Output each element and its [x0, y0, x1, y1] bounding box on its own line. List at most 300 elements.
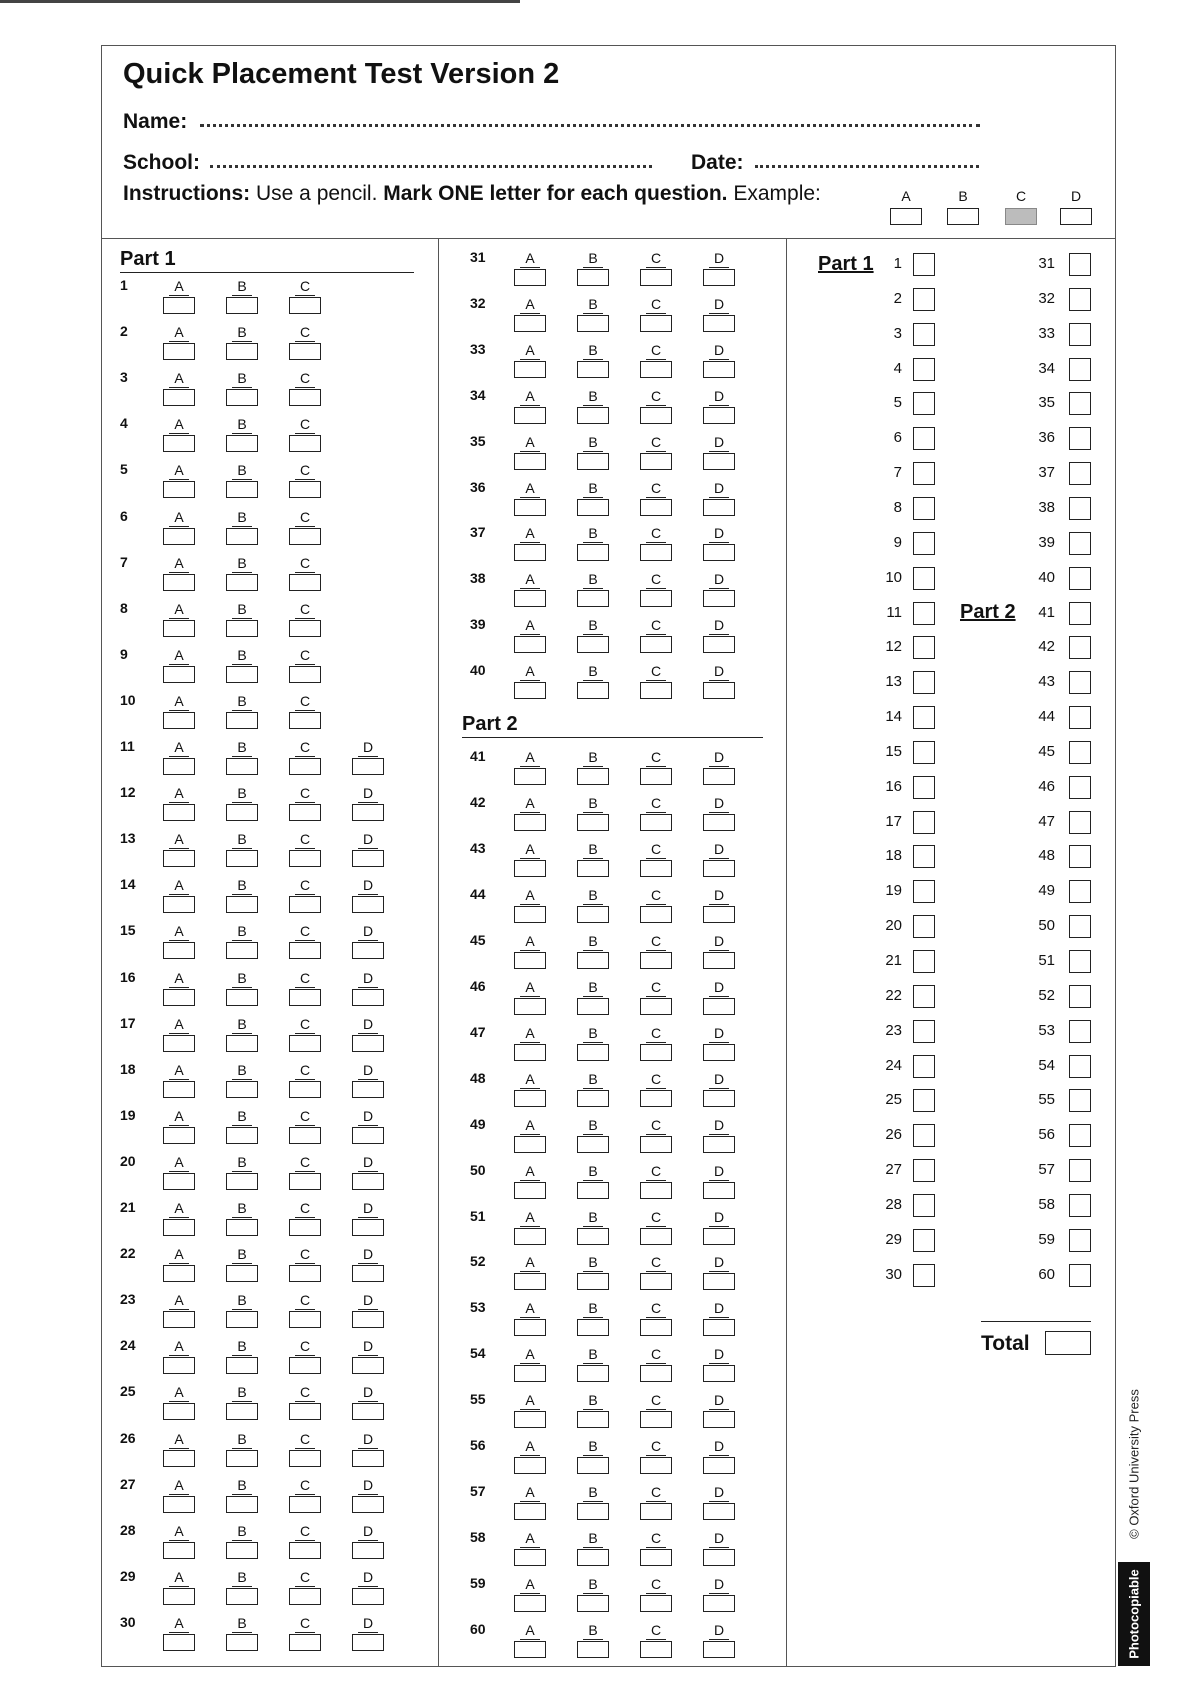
q31-box-a[interactable]: [514, 269, 546, 286]
q11-box-d[interactable]: [352, 758, 384, 775]
q17-box-c[interactable]: [289, 1035, 321, 1052]
q5-box-c[interactable]: [289, 481, 321, 498]
q50-box-c[interactable]: [640, 1182, 672, 1199]
q58-box-a[interactable]: [514, 1549, 546, 1566]
q34-box-b[interactable]: [577, 407, 609, 424]
q45-box-a[interactable]: [514, 952, 546, 969]
q21-box-d[interactable]: [352, 1219, 384, 1236]
q10-box-b[interactable]: [226, 712, 258, 729]
q40-box-b[interactable]: [577, 682, 609, 699]
q7-box-c[interactable]: [289, 574, 321, 591]
score-box-34[interactable]: [1069, 358, 1091, 381]
score-box-51[interactable]: [1069, 950, 1091, 973]
q42-box-d[interactable]: [703, 814, 735, 831]
q16-box-b[interactable]: [226, 989, 258, 1006]
q53-box-a[interactable]: [514, 1319, 546, 1336]
q46-box-a[interactable]: [514, 998, 546, 1015]
q54-box-b[interactable]: [577, 1365, 609, 1382]
q17-box-d[interactable]: [352, 1035, 384, 1052]
q36-box-d[interactable]: [703, 499, 735, 516]
score-box-58[interactable]: [1069, 1194, 1091, 1217]
q37-box-b[interactable]: [577, 544, 609, 561]
q47-box-c[interactable]: [640, 1044, 672, 1061]
q1-box-b[interactable]: [226, 297, 258, 314]
q17-box-a[interactable]: [163, 1035, 195, 1052]
q2-box-c[interactable]: [289, 343, 321, 360]
name-field[interactable]: [200, 124, 980, 127]
q33-box-b[interactable]: [577, 361, 609, 378]
q30-box-c[interactable]: [289, 1634, 321, 1651]
q43-box-b[interactable]: [577, 860, 609, 877]
q38-box-b[interactable]: [577, 590, 609, 607]
q22-box-c[interactable]: [289, 1265, 321, 1282]
q20-box-c[interactable]: [289, 1173, 321, 1190]
q30-box-a[interactable]: [163, 1634, 195, 1651]
score-box-29[interactable]: [913, 1229, 935, 1252]
q20-box-b[interactable]: [226, 1173, 258, 1190]
q23-box-c[interactable]: [289, 1311, 321, 1328]
q27-box-a[interactable]: [163, 1496, 195, 1513]
q60-box-a[interactable]: [514, 1641, 546, 1658]
q56-box-b[interactable]: [577, 1457, 609, 1474]
q58-box-c[interactable]: [640, 1549, 672, 1566]
score-box-26[interactable]: [913, 1124, 935, 1147]
q60-box-c[interactable]: [640, 1641, 672, 1658]
q58-box-b[interactable]: [577, 1549, 609, 1566]
q53-box-b[interactable]: [577, 1319, 609, 1336]
q57-box-a[interactable]: [514, 1503, 546, 1520]
q59-box-b[interactable]: [577, 1595, 609, 1612]
q57-box-b[interactable]: [577, 1503, 609, 1520]
q35-box-d[interactable]: [703, 453, 735, 470]
q18-box-c[interactable]: [289, 1081, 321, 1098]
q6-box-a[interactable]: [163, 528, 195, 545]
q48-box-a[interactable]: [514, 1090, 546, 1107]
q60-box-b[interactable]: [577, 1641, 609, 1658]
score-box-11[interactable]: [913, 602, 935, 625]
q12-box-b[interactable]: [226, 804, 258, 821]
score-box-53[interactable]: [1069, 1020, 1091, 1043]
q19-box-c[interactable]: [289, 1127, 321, 1144]
q13-box-c[interactable]: [289, 850, 321, 867]
score-box-31[interactable]: [1069, 253, 1091, 276]
q1-box-a[interactable]: [163, 297, 195, 314]
q40-box-c[interactable]: [640, 682, 672, 699]
q41-box-c[interactable]: [640, 768, 672, 785]
q24-box-b[interactable]: [226, 1357, 258, 1374]
q54-box-a[interactable]: [514, 1365, 546, 1382]
q41-underline-d: [709, 766, 729, 767]
q56-box-d[interactable]: [703, 1457, 735, 1474]
question-number-55: 55: [470, 1391, 486, 1408]
score-box-55[interactable]: [1069, 1089, 1091, 1112]
q14-box-b[interactable]: [226, 896, 258, 913]
q15-box-c[interactable]: [289, 942, 321, 959]
q12-box-d[interactable]: [352, 804, 384, 821]
q7-box-b[interactable]: [226, 574, 258, 591]
q27-box-b[interactable]: [226, 1496, 258, 1513]
q29-box-d[interactable]: [352, 1588, 384, 1605]
q19-box-d[interactable]: [352, 1127, 384, 1144]
q16-box-c[interactable]: [289, 989, 321, 1006]
score-box-19[interactable]: [913, 880, 935, 903]
score-box-22[interactable]: [913, 985, 935, 1008]
q52-box-c[interactable]: [640, 1273, 672, 1290]
score-box-41[interactable]: [1069, 602, 1091, 625]
score-box-43[interactable]: [1069, 671, 1091, 694]
q23-box-d[interactable]: [352, 1311, 384, 1328]
q32-box-a[interactable]: [514, 315, 546, 332]
q41-box-b[interactable]: [577, 768, 609, 785]
q29-box-a[interactable]: [163, 1588, 195, 1605]
score-box-49[interactable]: [1069, 880, 1091, 903]
q47-box-d[interactable]: [703, 1044, 735, 1061]
q26-box-a[interactable]: [163, 1450, 195, 1467]
score-box-46[interactable]: [1069, 776, 1091, 799]
q6-box-c[interactable]: [289, 528, 321, 545]
q37-box-c[interactable]: [640, 544, 672, 561]
q3-box-b[interactable]: [226, 389, 258, 406]
q45-box-d[interactable]: [703, 952, 735, 969]
q26-letter-d: D: [362, 1430, 374, 1447]
q36-box-c[interactable]: [640, 499, 672, 516]
q17-box-b[interactable]: [226, 1035, 258, 1052]
date-field[interactable]: [755, 165, 979, 168]
q2-box-a[interactable]: [163, 343, 195, 360]
score-box-37[interactable]: [1069, 462, 1091, 485]
score-box-17[interactable]: [913, 811, 935, 834]
q49-box-c[interactable]: [640, 1136, 672, 1153]
score-box-15[interactable]: [913, 741, 935, 764]
q34-box-c[interactable]: [640, 407, 672, 424]
score-box-52[interactable]: [1069, 985, 1091, 1008]
q9-box-a[interactable]: [163, 666, 195, 683]
q32-box-b[interactable]: [577, 315, 609, 332]
score-box-56[interactable]: [1069, 1124, 1091, 1147]
q25-box-a[interactable]: [163, 1403, 195, 1420]
q4-box-a[interactable]: [163, 435, 195, 452]
q6-box-b[interactable]: [226, 528, 258, 545]
q26-box-b[interactable]: [226, 1450, 258, 1467]
q28-box-b[interactable]: [226, 1542, 258, 1559]
q53-box-c[interactable]: [640, 1319, 672, 1336]
q46-box-c[interactable]: [640, 998, 672, 1015]
score-box-3[interactable]: [913, 323, 935, 346]
q11-box-b[interactable]: [226, 758, 258, 775]
q43-box-d[interactable]: [703, 860, 735, 877]
q54-box-d[interactable]: [703, 1365, 735, 1382]
q16-box-d[interactable]: [352, 989, 384, 1006]
q22-box-a[interactable]: [163, 1265, 195, 1282]
q50-box-a[interactable]: [514, 1182, 546, 1199]
score-box-45[interactable]: [1069, 741, 1091, 764]
q27-box-c[interactable]: [289, 1496, 321, 1513]
total-box[interactable]: [1045, 1331, 1091, 1355]
score-box-4[interactable]: [913, 358, 935, 381]
q45-box-c[interactable]: [640, 952, 672, 969]
q45-box-b[interactable]: [577, 952, 609, 969]
q31-box-d[interactable]: [703, 269, 735, 286]
q33-box-a[interactable]: [514, 361, 546, 378]
q1-box-c[interactable]: [289, 297, 321, 314]
q16-box-a[interactable]: [163, 989, 195, 1006]
q5-box-a[interactable]: [163, 481, 195, 498]
score-box-24[interactable]: [913, 1055, 935, 1078]
q4-box-c[interactable]: [289, 435, 321, 452]
score-box-6[interactable]: [913, 427, 935, 450]
score-box-10[interactable]: [913, 567, 935, 590]
q27-box-d[interactable]: [352, 1496, 384, 1513]
q44-box-d[interactable]: [703, 906, 735, 923]
q13-box-b[interactable]: [226, 850, 258, 867]
q39-box-b[interactable]: [577, 636, 609, 653]
q13-box-a[interactable]: [163, 850, 195, 867]
q57-box-d[interactable]: [703, 1503, 735, 1520]
q52-box-b[interactable]: [577, 1273, 609, 1290]
score-box-32[interactable]: [1069, 288, 1091, 311]
q8-box-c[interactable]: [289, 620, 321, 637]
q57-box-c[interactable]: [640, 1503, 672, 1520]
q55-box-b[interactable]: [577, 1411, 609, 1428]
score-box-1[interactable]: [913, 253, 935, 276]
q9-box-b[interactable]: [226, 666, 258, 683]
q42-box-c[interactable]: [640, 814, 672, 831]
q41-box-a[interactable]: [514, 768, 546, 785]
q4-box-b[interactable]: [226, 435, 258, 452]
q8-box-b[interactable]: [226, 620, 258, 637]
score-box-47[interactable]: [1069, 811, 1091, 834]
q24-box-d[interactable]: [352, 1357, 384, 1374]
q33-box-d[interactable]: [703, 361, 735, 378]
q39-box-d[interactable]: [703, 636, 735, 653]
q52-box-d[interactable]: [703, 1273, 735, 1290]
q18-box-a[interactable]: [163, 1081, 195, 1098]
q54-box-c[interactable]: [640, 1365, 672, 1382]
q28-box-a[interactable]: [163, 1542, 195, 1559]
q37-box-d[interactable]: [703, 544, 735, 561]
q50-box-d[interactable]: [703, 1182, 735, 1199]
q46-box-b[interactable]: [577, 998, 609, 1015]
q58-box-d[interactable]: [703, 1549, 735, 1566]
q15-box-a[interactable]: [163, 942, 195, 959]
score-box-57[interactable]: [1069, 1159, 1091, 1182]
q32-box-c[interactable]: [640, 315, 672, 332]
score-box-60[interactable]: [1069, 1264, 1091, 1287]
q12-box-c[interactable]: [289, 804, 321, 821]
q19-box-b[interactable]: [226, 1127, 258, 1144]
q15-box-d[interactable]: [352, 942, 384, 959]
q23-box-b[interactable]: [226, 1311, 258, 1328]
score-box-40[interactable]: [1069, 567, 1091, 590]
q24-box-a[interactable]: [163, 1357, 195, 1374]
score-box-21[interactable]: [913, 950, 935, 973]
score-box-36[interactable]: [1069, 427, 1091, 450]
q24-box-c[interactable]: [289, 1357, 321, 1374]
q39-box-a[interactable]: [514, 636, 546, 653]
q55-box-d[interactable]: [703, 1411, 735, 1428]
q10-box-c[interactable]: [289, 712, 321, 729]
score-box-20[interactable]: [913, 915, 935, 938]
score-box-5[interactable]: [913, 392, 935, 415]
q29-letter-b: B: [237, 1568, 247, 1585]
score-box-42[interactable]: [1069, 636, 1091, 659]
score-box-35[interactable]: [1069, 392, 1091, 415]
q56-box-a[interactable]: [514, 1457, 546, 1474]
q43-box-c[interactable]: [640, 860, 672, 877]
q19-box-a[interactable]: [163, 1127, 195, 1144]
score-box-25[interactable]: [913, 1089, 935, 1112]
q14-box-d[interactable]: [352, 896, 384, 913]
q22-box-d[interactable]: [352, 1265, 384, 1282]
q21-box-b[interactable]: [226, 1219, 258, 1236]
q60-box-d[interactable]: [703, 1641, 735, 1658]
score-box-12[interactable]: [913, 636, 935, 659]
q36-box-b[interactable]: [577, 499, 609, 516]
q38-box-a[interactable]: [514, 590, 546, 607]
q51-box-a[interactable]: [514, 1228, 546, 1245]
q43-box-a[interactable]: [514, 860, 546, 877]
q51-box-b[interactable]: [577, 1228, 609, 1245]
q22-box-b[interactable]: [226, 1265, 258, 1282]
q35-box-c[interactable]: [640, 453, 672, 470]
score-box-27[interactable]: [913, 1159, 935, 1182]
score-box-13[interactable]: [913, 671, 935, 694]
q36-box-a[interactable]: [514, 499, 546, 516]
q56-box-c[interactable]: [640, 1457, 672, 1474]
q29-box-c[interactable]: [289, 1588, 321, 1605]
q28-box-c[interactable]: [289, 1542, 321, 1559]
q20-box-a[interactable]: [163, 1173, 195, 1190]
score-box-16[interactable]: [913, 776, 935, 799]
q55-box-a[interactable]: [514, 1411, 546, 1428]
q49-box-b[interactable]: [577, 1136, 609, 1153]
score-box-18[interactable]: [913, 845, 935, 868]
q31-box-b[interactable]: [577, 269, 609, 286]
q34-box-d[interactable]: [703, 407, 735, 424]
score-box-2[interactable]: [913, 288, 935, 311]
q21-box-c[interactable]: [289, 1219, 321, 1236]
q30-box-d[interactable]: [352, 1634, 384, 1651]
score-box-33[interactable]: [1069, 323, 1091, 346]
q49-box-d[interactable]: [703, 1136, 735, 1153]
q47-box-b[interactable]: [577, 1044, 609, 1061]
q17-letter-b: B: [237, 1015, 247, 1032]
q13-box-d[interactable]: [352, 850, 384, 867]
q29-box-b[interactable]: [226, 1588, 258, 1605]
q59-box-d[interactable]: [703, 1595, 735, 1612]
q3-box-c[interactable]: [289, 389, 321, 406]
q38-box-c[interactable]: [640, 590, 672, 607]
q33-box-c[interactable]: [640, 361, 672, 378]
q50-box-b[interactable]: [577, 1182, 609, 1199]
q44-box-c[interactable]: [640, 906, 672, 923]
q32-box-d[interactable]: [703, 315, 735, 332]
q2-box-b[interactable]: [226, 343, 258, 360]
q11-box-a[interactable]: [163, 758, 195, 775]
q15-box-b[interactable]: [226, 942, 258, 959]
score-box-44[interactable]: [1069, 706, 1091, 729]
q31-box-c[interactable]: [640, 269, 672, 286]
score-box-7[interactable]: [913, 462, 935, 485]
q48-box-d[interactable]: [703, 1090, 735, 1107]
q7-box-a[interactable]: [163, 574, 195, 591]
school-field[interactable]: [210, 165, 652, 168]
q41-box-d[interactable]: [703, 768, 735, 785]
q21-box-a[interactable]: [163, 1219, 195, 1236]
q40-box-a[interactable]: [514, 682, 546, 699]
q34-box-a[interactable]: [514, 407, 546, 424]
q23-box-a[interactable]: [163, 1311, 195, 1328]
score-box-30[interactable]: [913, 1264, 935, 1287]
q40-box-d[interactable]: [703, 682, 735, 699]
q44-box-b[interactable]: [577, 906, 609, 923]
q48-box-b[interactable]: [577, 1090, 609, 1107]
q51-box-d[interactable]: [703, 1228, 735, 1245]
q30-box-b[interactable]: [226, 1634, 258, 1651]
q10-box-a[interactable]: [163, 712, 195, 729]
q55-box-c[interactable]: [640, 1411, 672, 1428]
q25-box-c[interactable]: [289, 1403, 321, 1420]
q35-box-b[interactable]: [577, 453, 609, 470]
q59-box-c[interactable]: [640, 1595, 672, 1612]
q42-box-a[interactable]: [514, 814, 546, 831]
score-box-54[interactable]: [1069, 1055, 1091, 1078]
score-box-14[interactable]: [913, 706, 935, 729]
score-box-8[interactable]: [913, 497, 935, 520]
q59-box-a[interactable]: [514, 1595, 546, 1612]
q42-box-b[interactable]: [577, 814, 609, 831]
q28-box-d[interactable]: [352, 1542, 384, 1559]
q8-box-a[interactable]: [163, 620, 195, 637]
score-box-48[interactable]: [1069, 845, 1091, 868]
q53-box-d[interactable]: [703, 1319, 735, 1336]
q47-box-a[interactable]: [514, 1044, 546, 1061]
q26-box-c[interactable]: [289, 1450, 321, 1467]
q44-box-a[interactable]: [514, 906, 546, 923]
score-box-59[interactable]: [1069, 1229, 1091, 1252]
score-box-39[interactable]: [1069, 532, 1091, 555]
q14-box-a[interactable]: [163, 896, 195, 913]
q5-box-b[interactable]: [226, 481, 258, 498]
q48-box-c[interactable]: [640, 1090, 672, 1107]
q9-box-c[interactable]: [289, 666, 321, 683]
q11-box-c[interactable]: [289, 758, 321, 775]
q26-box-d[interactable]: [352, 1450, 384, 1467]
q20-box-d[interactable]: [352, 1173, 384, 1190]
q25-box-b[interactable]: [226, 1403, 258, 1420]
score-box-23[interactable]: [913, 1020, 935, 1043]
q25-box-d[interactable]: [352, 1403, 384, 1420]
score-box-38[interactable]: [1069, 497, 1091, 520]
q18-box-d[interactable]: [352, 1081, 384, 1098]
q12-box-a[interactable]: [163, 804, 195, 821]
q18-letter-d: D: [362, 1061, 374, 1078]
score-box-9[interactable]: [913, 532, 935, 555]
q39-box-c[interactable]: [640, 636, 672, 653]
q52-box-a[interactable]: [514, 1273, 546, 1290]
q51-box-c[interactable]: [640, 1228, 672, 1245]
q3-box-a[interactable]: [163, 389, 195, 406]
q37-box-a[interactable]: [514, 544, 546, 561]
q18-box-b[interactable]: [226, 1081, 258, 1098]
q38-box-d[interactable]: [703, 590, 735, 607]
score-box-50[interactable]: [1069, 915, 1091, 938]
score-box-28[interactable]: [913, 1194, 935, 1217]
q49-box-a[interactable]: [514, 1136, 546, 1153]
q14-box-c[interactable]: [289, 896, 321, 913]
q46-box-d[interactable]: [703, 998, 735, 1015]
q35-box-a[interactable]: [514, 453, 546, 470]
